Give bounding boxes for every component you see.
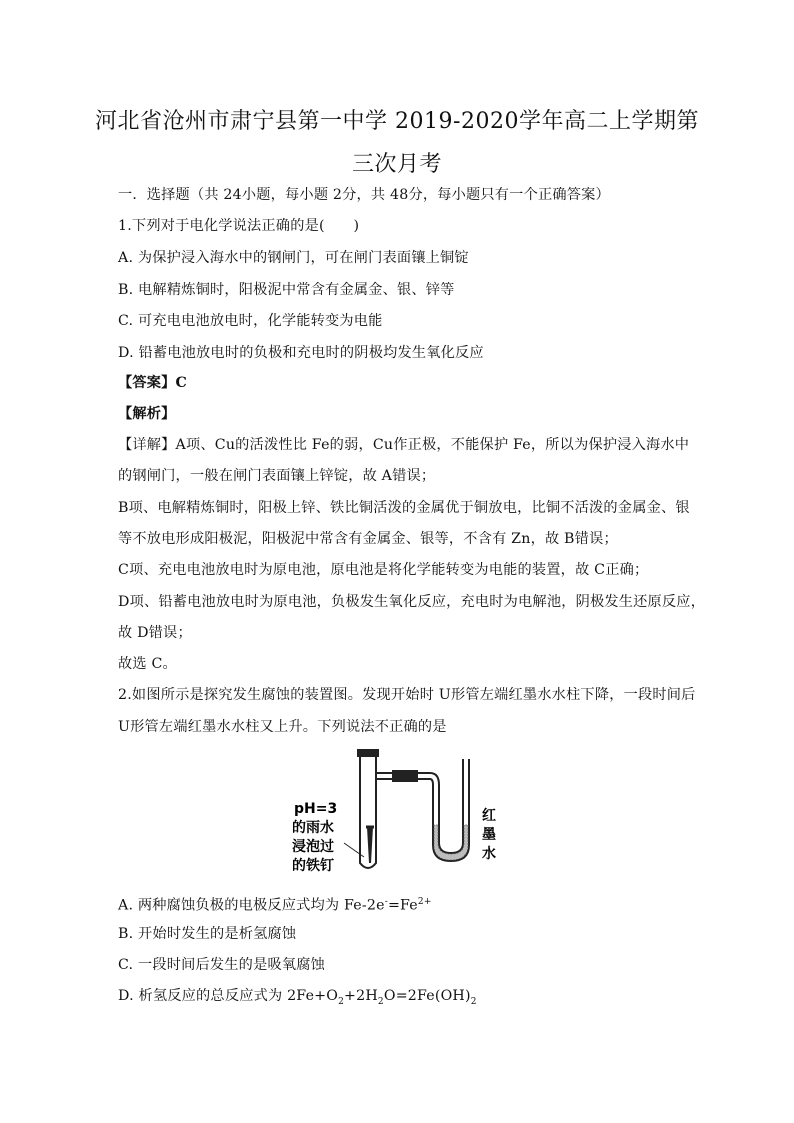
apparatus-drawing [284, 745, 506, 877]
q1-answer: 【答案】C [118, 375, 188, 391]
iron-nail-shape [367, 827, 373, 863]
q1-option-c: C. 可充电电池放电时，化学能转变为电能 [118, 313, 383, 329]
corrosion-apparatus-figure [284, 745, 506, 877]
q2-option-d [118, 985, 688, 1013]
q1-stem: 1.下列对于电化学说法正确的是( ) [118, 218, 360, 234]
hydrogen-subscript: 2 [377, 996, 384, 1007]
hydroxide-subscript: 2 [470, 996, 477, 1007]
q2-option-a-text: A. 两种腐蚀负极的电极反应式均为 Fe-2e [118, 897, 385, 914]
q1-option-b: B. 电解精炼铜时，阳极泥中常含有金属金、银、锌等 [118, 282, 455, 298]
q2-option-b: B. 开始时发生的是析氢腐蚀 [118, 926, 297, 942]
q1-option-d: D. 铅蓄电池放电时的负极和充电时的阴极均发生氧化反应 [118, 345, 484, 361]
iron-ion-charge-superscript: 2+ [417, 897, 432, 907]
oxygen-subscript: 2 [338, 996, 345, 1007]
figure-label-ph: pH=3 [294, 801, 338, 817]
q1-detail-line-7: 故 D错误； [118, 625, 192, 641]
q1-detail-line-4: 等不放电形成阳极泥，阳极泥中常含有金属金、银等，不含有 Zn，故 B错误； [118, 531, 618, 547]
figure-label-rainwater: 的雨水 [292, 820, 334, 836]
q1-detail-line-1: 【详解】A项、Cu的活泼性比 Fe的弱，Cu作正极，不能保护 Fe，所以为保护浸入海水中 [118, 437, 690, 453]
document-title-line-2: 三次月考 [351, 152, 442, 177]
q1-conclusion: 故选 C。 [118, 656, 177, 672]
q1-analysis-label: 【解析】 [118, 406, 176, 422]
figure-label-red-2: 墨 [482, 827, 496, 843]
q1-option-a: A. 为保护浸入海水中的钢闸门，可在闸门表面镶上铜锭 [118, 250, 469, 266]
q2-option-d-text: D. 析氢反应的总反应式为 2Fe+O [118, 988, 339, 1004]
figure-label-soaked: 浸泡过 [292, 839, 334, 855]
q1-detail-line-6: D项、铅蓄电池放电时为原电池，负极发生氧化反应，充电时为电解池，阴极发生还原反应， [118, 594, 706, 610]
rubber-connector-shape [392, 770, 418, 782]
q2-stem-line-1: 2.如图所示是探究发生腐蚀的装置图。发现开始时 U形管左端红墨水水柱下降，一段时间后 [118, 687, 696, 703]
side-arm-shape [376, 773, 392, 779]
figure-label-red-3: 水 [482, 846, 496, 862]
test-tube-shape [360, 757, 376, 868]
q2-option-a-product: =Fe [387, 897, 418, 914]
q2-stem-line-2: U形管左端红墨水水柱又上升。下列说法不正确的是 [118, 719, 447, 735]
electron-charge-superscript: - [384, 897, 388, 907]
q2-option-c: C. 一段时间后发生的是吸氧腐蚀 [118, 957, 326, 973]
stopper-shape [357, 749, 379, 757]
q2-option-d-product: O=2Fe(OH) [383, 988, 471, 1004]
document-title-line-1: 河北省沧州市肃宁县第一中学 2019-2020学年高二上学期第 [95, 109, 699, 134]
section-heading: 一．选择题（共 24小题，每小题 2分，共 48分，每小题只有一个正确答案） [118, 187, 610, 203]
figure-label-red-1: 红 [482, 808, 496, 824]
connecting-tube-shape [418, 773, 439, 789]
q1-detail-line-3: B项、电解精炼铜时，阳极上锌、铁比铜活泼的金属优于铜放电，比铜不活泼的金属金、银 [118, 500, 690, 516]
q2-option-d-water-prefix: +2H [344, 988, 378, 1004]
q1-detail-line-5: C项、充电电池放电时为原电池，原电池是将化学能转变为电能的装置，故 C正确； [118, 562, 649, 578]
q1-detail-line-2: 的钢闸门，一般在闸门表面镶上锌锭，故 A错误； [118, 468, 436, 484]
figure-label-iron-nail: 的铁钉 [292, 858, 334, 874]
q2-option-a [118, 891, 688, 917]
u-tube-inner-shape [439, 759, 463, 853]
